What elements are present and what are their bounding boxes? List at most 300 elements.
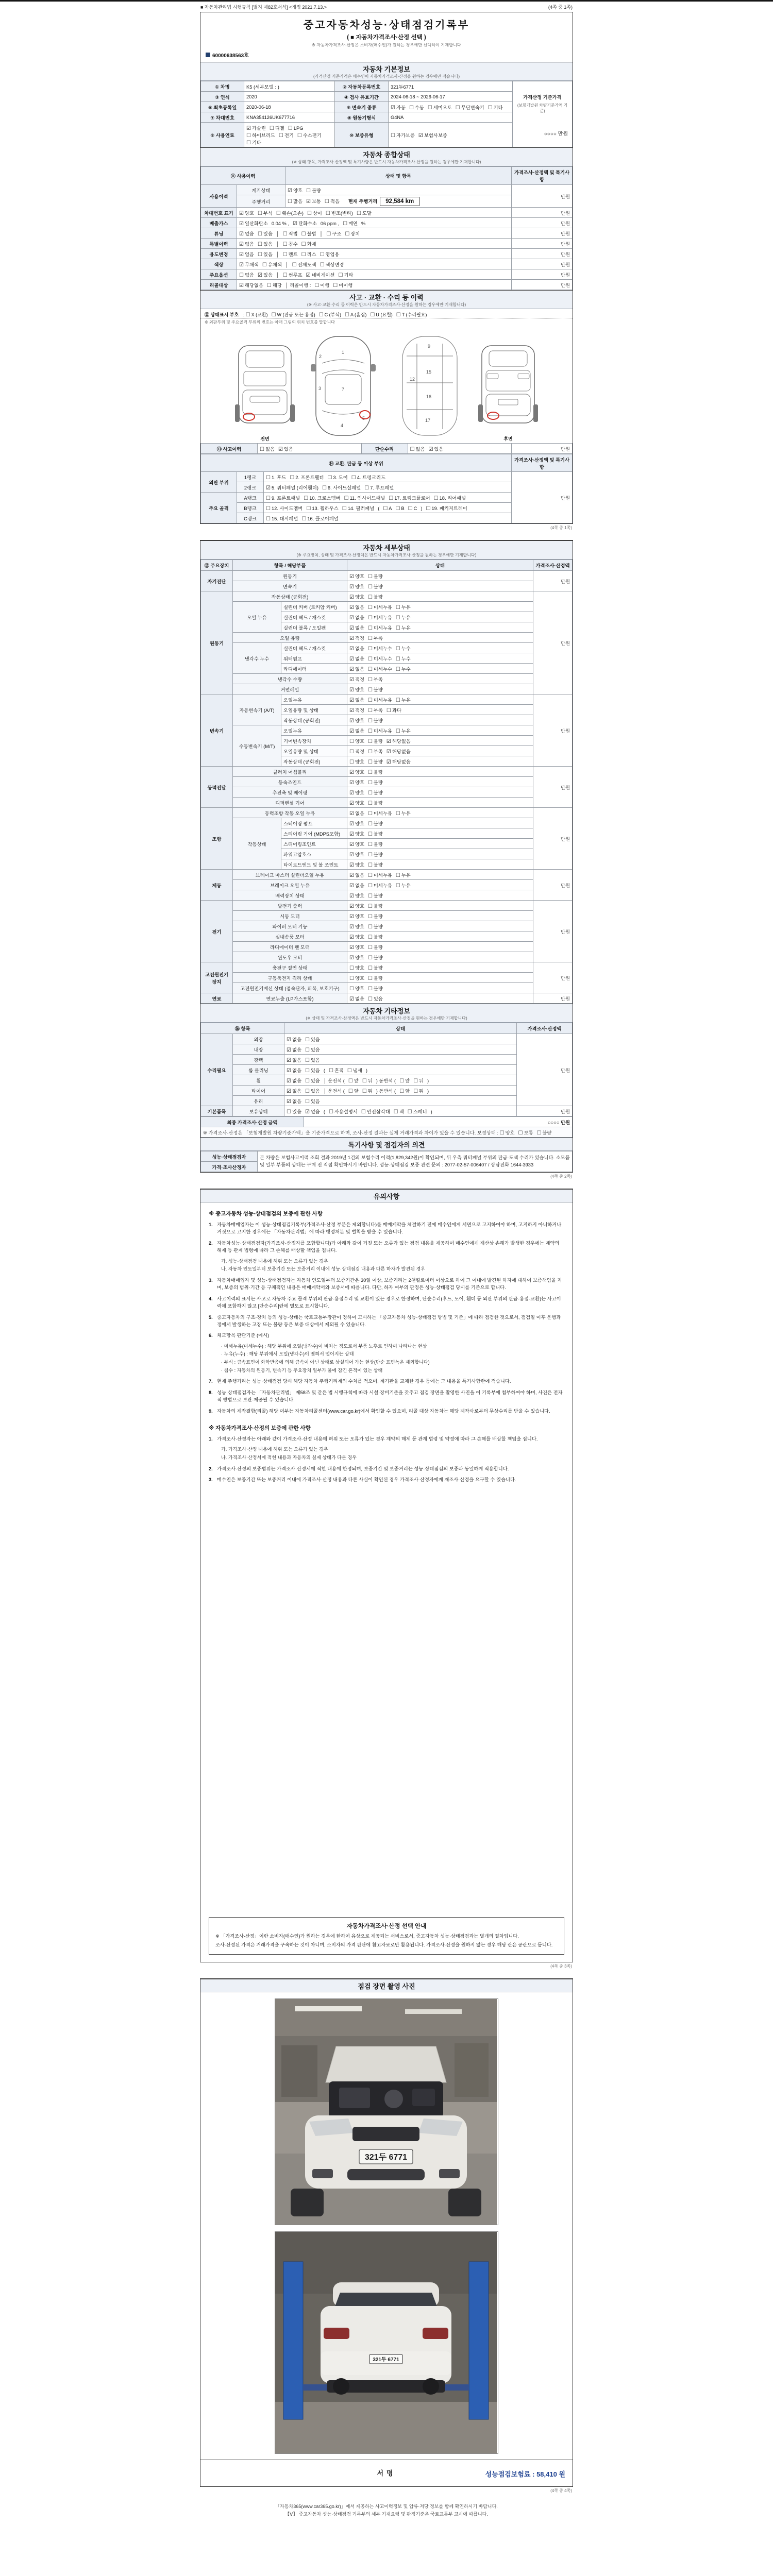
checkbox-불량[interactable] [368, 758, 383, 765]
checkbox-불량[interactable] [368, 717, 383, 724]
checkbox-앞[interactable] [399, 1087, 410, 1094]
unchecked-box-icon: ☐ [288, 125, 293, 131]
checkbox-있음[interactable] [305, 1066, 320, 1074]
checkbox-누수[interactable] [396, 665, 411, 672]
checkbox-11. 인사이드패널[interactable] [344, 494, 385, 501]
group-label: 조향 [201, 808, 233, 870]
checkbox-label: 변조(변타) [331, 210, 353, 216]
checkbox-없음[interactable] [305, 1108, 320, 1115]
document-footer [200, 2503, 573, 2517]
checkbox-W (판금 또는 용접)[interactable] [272, 311, 315, 318]
checkbox-누유[interactable] [396, 603, 411, 611]
checkbox-없음[interactable] [349, 645, 364, 652]
checkbox-불량[interactable] [368, 583, 383, 590]
checkbox-있음[interactable] [258, 271, 273, 278]
checkbox-스패너[interactable] [408, 1108, 427, 1115]
table-row [201, 1096, 573, 1106]
checkbox-있음[interactable] [278, 445, 293, 452]
checkbox-없음[interactable] [349, 882, 364, 889]
checkbox-미세누유[interactable] [368, 727, 392, 734]
checkbox-누유[interactable] [396, 727, 411, 734]
checkbox-label: 없음 [415, 446, 425, 452]
checkbox-뒤[interactable] [413, 1087, 424, 1094]
checkbox-양호[interactable] [349, 923, 364, 930]
inline-text: 0.04 % , [271, 221, 289, 226]
checkbox-해당[interactable] [267, 281, 282, 289]
checked-box-icon: ☑ [349, 924, 354, 930]
checkbox-불법[interactable] [301, 230, 316, 237]
checkbox-앞[interactable] [348, 1087, 359, 1094]
checkbox-불량[interactable] [368, 820, 383, 827]
checkbox-수동[interactable] [409, 104, 424, 111]
checkbox-9. 프론트패널[interactable] [266, 494, 300, 501]
checkbox-label: 미세누수 [373, 656, 392, 662]
checkbox-있음[interactable] [305, 1036, 320, 1043]
checkbox-C[interactable] [408, 506, 417, 512]
checkbox-없음[interactable] [287, 1097, 301, 1105]
notice-text: 현재 주행거리는 성능·상태점검 당시 해당 자동차 주행거리계의 수치를 적으며, 계기판을 교체한 경우 등에는 그 내용을 특기사항란에 적습니다. [217, 1379, 511, 1384]
checkbox-양호[interactable] [349, 851, 364, 858]
checkbox-뒤[interactable] [362, 1087, 373, 1094]
checkbox-label: 누유 [401, 810, 411, 816]
checkbox-불량[interactable] [368, 737, 383, 744]
table-header-row [201, 560, 573, 571]
subitem-label: 기어변속장치 [281, 736, 347, 746]
notice-item [209, 1314, 564, 1329]
checkbox-있음[interactable] [428, 445, 443, 452]
checkbox-앞[interactable] [348, 1077, 359, 1084]
checkbox-label: 3. 도어 [333, 474, 348, 480]
checkbox-불량[interactable] [368, 778, 383, 786]
checkbox-구조[interactable] [326, 230, 341, 237]
checkbox-불량[interactable] [368, 686, 383, 693]
checkbox-양호[interactable] [349, 778, 364, 786]
checkbox-불량[interactable] [368, 840, 383, 848]
checkbox-누유[interactable] [396, 882, 411, 889]
checkbox-불량[interactable] [368, 923, 383, 930]
checkbox-label: 불량 [373, 687, 383, 692]
checkbox-가솔린[interactable] [246, 124, 266, 131]
item-label: 시동 모터 [233, 911, 347, 921]
checked-box-icon: ☑ [257, 272, 262, 278]
checkbox-있음[interactable] [258, 240, 273, 247]
checkbox-해당없음[interactable] [386, 737, 411, 744]
item-label: 디퍼렌셜 기어 [233, 798, 347, 808]
checkbox-label: X (교환) [251, 312, 268, 317]
checkbox-불량[interactable] [368, 902, 383, 909]
checkbox-1. 후드[interactable] [266, 473, 286, 481]
checkbox-불량[interactable] [368, 985, 383, 992]
checkbox-훼손(오손)[interactable] [276, 209, 304, 216]
table-row [201, 880, 573, 890]
checkbox-뒤[interactable] [413, 1077, 424, 1084]
checkbox-label: 6. 사이드실패널 [327, 485, 361, 490]
checkbox-양호[interactable] [349, 717, 364, 724]
checkbox-미세누유[interactable] [368, 809, 392, 817]
state-cell [284, 1044, 517, 1055]
checkbox-양호[interactable] [349, 758, 364, 765]
state-cell [347, 849, 533, 859]
checkbox-상이[interactable] [307, 209, 322, 216]
checkbox-LPG[interactable] [288, 126, 304, 131]
checkbox-세미오토[interactable] [428, 104, 452, 111]
checkbox-침수[interactable] [283, 240, 298, 247]
checkbox-불량[interactable] [368, 768, 383, 775]
checkbox-A[interactable] [383, 506, 392, 512]
checkbox-label: 불량 [373, 821, 383, 826]
checkbox-있음[interactable] [305, 1046, 320, 1053]
checkbox-유채색[interactable] [262, 261, 282, 268]
checkbox-없음[interactable] [349, 871, 364, 878]
checked-box-icon: ☑ [349, 852, 354, 858]
table-row [201, 993, 573, 1004]
checkbox-없음[interactable] [287, 1036, 301, 1043]
table-row [201, 684, 573, 694]
checkbox-보험사보증[interactable] [418, 131, 447, 139]
checkbox-많음[interactable] [288, 197, 303, 205]
checkbox-13. 휠하우스[interactable] [306, 504, 338, 512]
checkbox-C (부식)[interactable] [319, 311, 341, 318]
checkbox-적정[interactable] [349, 675, 364, 683]
notice-text: 사고이력의 표시는 사고로 자동차 주요 골격 부위의 판금·용접수리 및 교환이 있는 경우로 한정하며, 단순수리(후드, 도어, 휀더 등 외판 부위의 판금·용접·교환)는 사고이력에 포함하지 않고 [단순수리]란에 별도로 표시합니다. [217, 1296, 561, 1309]
checkbox-변조(변타)[interactable] [326, 209, 353, 216]
checkbox-미세누유[interactable] [368, 614, 392, 621]
footer-line2: 【Ⅴ】 중고자동차 성능·상태점검 기록부의 세부 기재요령 및 판정기준은 국토교통부 고시에 따릅니다. [285, 2512, 488, 2517]
checkbox-전체도색[interactable] [292, 261, 316, 268]
item-label: 자동변속기 (A/T) [233, 694, 281, 725]
checkbox-매연[interactable] [343, 219, 358, 227]
unchecked-box-icon: ☐ [301, 231, 306, 237]
checkbox-label: 양호 [355, 862, 364, 868]
checkbox-14. 필러패널[interactable] [342, 504, 374, 512]
checked-box-icon: ☑ [349, 666, 354, 672]
checkbox-디젤[interactable] [270, 124, 284, 131]
checkbox-미이행[interactable] [333, 281, 352, 289]
notice-subitem: · 미세누유(미세누수) : 해당 부위에 오일(냉각수)이 비치는 정도로서 부품 노후로 인하여 나타나는 현상 [221, 1343, 427, 1349]
checkbox-없음[interactable] [287, 1056, 301, 1063]
checkbox-양호[interactable] [349, 964, 364, 971]
checkbox-색상변경[interactable] [320, 261, 344, 268]
checkbox-도말[interactable] [357, 209, 372, 216]
checkbox-label: 17. 트렁크플로어 [394, 495, 430, 501]
checkbox-불량[interactable] [368, 974, 383, 981]
checkbox-누유[interactable] [396, 696, 411, 703]
checkbox-양호[interactable] [349, 789, 364, 796]
document-subtitle: ( ■ 자동차가격조사·산정 선택 ) [347, 35, 426, 41]
checkbox-해당없음[interactable] [386, 758, 411, 765]
checkbox-없음[interactable] [410, 445, 425, 452]
checkbox-7. 루프패널[interactable] [364, 484, 394, 491]
checkbox-양호[interactable] [349, 583, 364, 590]
checked-box-icon: ☑ [349, 718, 354, 724]
checked-box-icon: ☑ [293, 221, 297, 227]
checkbox-이행[interactable] [314, 281, 329, 289]
checked-box-icon: ☑ [239, 221, 244, 227]
checkbox-미세누유[interactable] [368, 624, 392, 631]
checkbox-15. 대시패널[interactable] [266, 515, 298, 522]
checkbox-있음[interactable] [305, 1097, 320, 1105]
checkbox-없음[interactable] [287, 1066, 301, 1074]
checkbox-4. 트렁크리드[interactable] [351, 473, 385, 481]
checkbox-보통[interactable] [306, 197, 321, 205]
checkbox-없음[interactable] [349, 696, 364, 703]
checkbox-누유[interactable] [396, 871, 411, 878]
checkbox-무채색[interactable] [239, 261, 259, 268]
checkbox-렌트[interactable] [283, 250, 298, 258]
checkbox-부식[interactable] [258, 209, 273, 216]
unchecked-box-icon: ☐ [367, 924, 373, 930]
checkbox-보통[interactable] [518, 1129, 533, 1136]
state-cell [284, 1075, 517, 1086]
checkbox-없음[interactable] [349, 727, 364, 734]
checkbox-불량[interactable] [368, 892, 383, 899]
checkbox-자가보증[interactable] [391, 131, 415, 139]
checkbox-미세누수[interactable] [368, 655, 392, 662]
unchecked-box-icon: ☐ [362, 1078, 367, 1084]
checkbox-없음[interactable] [349, 655, 364, 662]
checkbox-네비게이션[interactable] [306, 271, 335, 278]
checkbox-불량[interactable] [368, 572, 383, 580]
checkbox-label: C (부식) [324, 312, 342, 317]
subitem-label: 오일유량 및 상태 [281, 705, 347, 715]
checkbox-label: 리스 [307, 251, 316, 257]
checkbox-기타[interactable] [338, 271, 353, 278]
state-cell [347, 633, 533, 643]
checkbox-누수[interactable] [396, 645, 411, 652]
checkbox-10. 크로스멤버[interactable] [304, 494, 340, 501]
checkbox-양호[interactable] [349, 686, 364, 693]
checkbox-불량[interactable] [368, 943, 383, 951]
checkbox-부족[interactable] [368, 748, 383, 755]
checkbox-부족[interactable] [368, 675, 383, 683]
checkbox-불량[interactable] [368, 861, 383, 868]
checkbox-label: 12. 사이드멤버 [271, 505, 303, 511]
checkbox-label: 부족 [373, 707, 383, 713]
checkbox-X (교환)[interactable] [246, 311, 268, 318]
table-row [201, 571, 573, 581]
checkbox-미세누유[interactable] [368, 696, 392, 703]
checkbox-양호[interactable] [349, 902, 364, 909]
checkbox-없음[interactable] [287, 1046, 301, 1053]
checkbox-불량[interactable] [368, 933, 383, 940]
checkbox-없음[interactable] [260, 445, 275, 452]
checkbox-누유[interactable] [396, 614, 411, 621]
checkbox-하이브리드[interactable] [246, 131, 275, 139]
column-header: 항목 / 해당부품 [233, 560, 347, 571]
checkbox-B[interactable] [395, 506, 404, 512]
checkbox-양호[interactable] [349, 912, 364, 920]
checkbox-누유[interactable] [396, 624, 411, 631]
checkbox-미세누수[interactable] [368, 645, 392, 652]
checkbox-전기[interactable] [279, 131, 294, 139]
checkbox-썬루프[interactable] [283, 271, 303, 278]
checkbox-없음[interactable] [349, 603, 364, 611]
checkbox-없음[interactable] [239, 240, 254, 247]
checkbox-label: 상이 [312, 210, 322, 216]
checkbox-없음[interactable] [287, 1087, 301, 1094]
checkbox-앞[interactable] [399, 1077, 410, 1084]
checkbox-안전삼각대[interactable] [361, 1108, 390, 1115]
checkbox-U (요철)[interactable] [370, 311, 392, 318]
checkbox-사용설명서[interactable] [329, 1108, 358, 1115]
state-cell [347, 736, 533, 746]
checkbox-불량[interactable] [368, 851, 383, 858]
checkbox-양호[interactable] [349, 572, 364, 580]
group-label: 자기진단 [201, 571, 233, 591]
checkbox-기타[interactable] [488, 104, 503, 111]
state-code-legend [200, 309, 573, 319]
checkbox-적정[interactable] [349, 706, 364, 714]
checkbox-잭[interactable] [394, 1108, 404, 1115]
checkbox-양호[interactable] [349, 892, 364, 899]
inline-text: │ [285, 262, 289, 267]
checkbox-T (수리필요)[interactable] [396, 311, 427, 318]
unchecked-box-icon: ☐ [367, 944, 373, 951]
checkbox-불량[interactable] [536, 1129, 551, 1136]
checkbox-없음[interactable] [239, 250, 254, 258]
checkbox-자동[interactable] [391, 104, 406, 111]
checkbox-양호[interactable] [349, 830, 364, 837]
checkbox-부족[interactable] [368, 706, 383, 714]
checkbox-양호[interactable] [349, 861, 364, 868]
checkbox-3. 도어[interactable] [328, 473, 348, 481]
checkbox-흔적[interactable] [329, 1066, 344, 1074]
checkbox-있음[interactable] [305, 1077, 320, 1084]
checkbox-양호[interactable] [349, 943, 364, 951]
checkbox-label: 양호 [244, 210, 254, 216]
checkbox-불량[interactable] [368, 830, 383, 837]
checkbox-없음[interactable] [349, 665, 364, 672]
checkbox-누수[interactable] [396, 655, 411, 662]
checkbox-양호[interactable] [349, 954, 364, 961]
checkbox-양호[interactable] [349, 820, 364, 827]
checked-box-icon: ☑ [349, 594, 354, 600]
checkbox-있음[interactable] [305, 1087, 320, 1094]
checkbox-A (흠집)[interactable] [345, 311, 366, 318]
checkbox-있음[interactable] [258, 230, 273, 237]
checkbox-18. 리어패널[interactable] [434, 494, 466, 501]
simple-repair-checks [408, 444, 512, 454]
checkbox-양호[interactable] [349, 799, 364, 806]
checkbox-불량[interactable] [368, 799, 383, 806]
rear-view-label: 후면 [503, 436, 513, 442]
checked-box-icon: ☑ [386, 738, 391, 744]
checkbox-해당없음[interactable] [386, 748, 411, 755]
checkbox-불량[interactable] [368, 912, 383, 920]
unchecked-box-icon: ☐ [325, 210, 330, 216]
checkbox-양호[interactable] [349, 840, 364, 848]
signature-label: 서명 [377, 2469, 396, 2477]
checkbox-적음[interactable] [325, 197, 340, 205]
checkbox-label: 불량 [373, 903, 383, 909]
checkbox-19. 패키지트레이[interactable] [426, 504, 467, 512]
checkbox-부족[interactable] [368, 634, 383, 641]
checkbox-양호[interactable] [349, 974, 364, 981]
checkbox-영업용[interactable] [320, 250, 340, 258]
checkbox-16. 플로어패널[interactable] [301, 515, 338, 522]
checkbox-양호[interactable] [349, 593, 364, 600]
checkbox-무단변속기[interactable] [456, 104, 484, 111]
checkbox-미세누유[interactable] [368, 603, 392, 611]
checkbox-미세누수[interactable] [368, 665, 392, 672]
checkbox-냄새[interactable] [347, 1066, 362, 1074]
checkbox-17. 트렁크플로어[interactable] [389, 494, 430, 501]
checkbox-불량[interactable] [368, 789, 383, 796]
checkbox-화재[interactable] [301, 240, 316, 247]
checkbox-불량[interactable] [368, 964, 383, 971]
checkbox-미세누유[interactable] [368, 882, 392, 889]
checkbox-있음[interactable] [368, 995, 383, 1002]
checkbox-label: 1. 후드 [271, 474, 287, 480]
field-label: ⑥ 변속기 종류 [335, 102, 389, 112]
price-cell: 만원 [533, 767, 573, 808]
checkbox-불량[interactable] [306, 187, 321, 194]
unchecked-box-icon: ☐ [367, 573, 373, 580]
checkbox-없음[interactable] [349, 624, 364, 631]
checkbox-있음[interactable] [287, 1108, 301, 1115]
checkbox-5. 쿼터패널 (리어휀더)[interactable] [266, 484, 318, 491]
checkbox-적정[interactable] [349, 748, 364, 755]
checked-box-icon: ☑ [239, 262, 244, 268]
checkbox-없음[interactable] [349, 809, 364, 817]
svg-text:1: 1 [342, 350, 345, 355]
checkbox-적법[interactable] [283, 230, 298, 237]
checkbox-누유[interactable] [396, 809, 411, 817]
checkbox-label: 없음 [292, 1047, 301, 1053]
checkbox-양호[interactable] [349, 985, 364, 992]
checkbox-양호[interactable] [349, 768, 364, 775]
checkbox-적정[interactable] [349, 634, 364, 641]
checkbox-해당없음[interactable] [239, 281, 263, 289]
table-row [201, 1086, 573, 1096]
checkbox-장치[interactable] [345, 230, 360, 237]
checkbox-있음[interactable] [305, 1056, 320, 1063]
checkbox-있음[interactable] [258, 250, 273, 258]
checkbox-수소전기[interactable] [297, 131, 322, 139]
checkbox-label: 양호 [355, 821, 364, 826]
checkbox-양호[interactable] [288, 187, 303, 194]
checkbox-없음[interactable] [349, 995, 364, 1002]
checkbox-없음[interactable] [239, 230, 254, 237]
item-label: 발전기 출력 [233, 901, 347, 911]
checkbox-양호[interactable] [500, 1129, 515, 1136]
checkbox-양호[interactable] [239, 209, 254, 216]
checkbox-없음[interactable] [287, 1077, 301, 1084]
checkbox-불량[interactable] [368, 593, 383, 600]
checkbox-2. 프론트휀더[interactable] [290, 473, 324, 481]
checkbox-기타[interactable] [246, 139, 261, 146]
checkbox-불량[interactable] [368, 954, 383, 961]
state-cell [347, 643, 533, 653]
state-cell [347, 993, 533, 1004]
checkbox-과다[interactable] [386, 706, 401, 714]
checkbox-없음[interactable] [239, 271, 254, 278]
checkbox-label: 미세누수 [373, 666, 392, 672]
checkbox-뒤[interactable] [362, 1077, 373, 1084]
checkbox-12. 사이드멤버[interactable] [266, 504, 303, 512]
checkbox-양호[interactable] [349, 737, 364, 744]
checkbox-미세누유[interactable] [368, 871, 392, 878]
checkbox-탄화수소[interactable] [293, 219, 317, 227]
price-cell: 만원 [512, 472, 573, 523]
checkbox-리스[interactable] [301, 250, 316, 258]
checkbox-일산화탄소[interactable] [239, 219, 268, 227]
table-row [201, 280, 573, 290]
checkbox-6. 사이드실패널[interactable] [322, 484, 361, 491]
unchecked-box-icon: ☐ [349, 975, 354, 981]
checkbox-없음[interactable] [349, 614, 364, 621]
checkbox-양호[interactable] [349, 933, 364, 940]
